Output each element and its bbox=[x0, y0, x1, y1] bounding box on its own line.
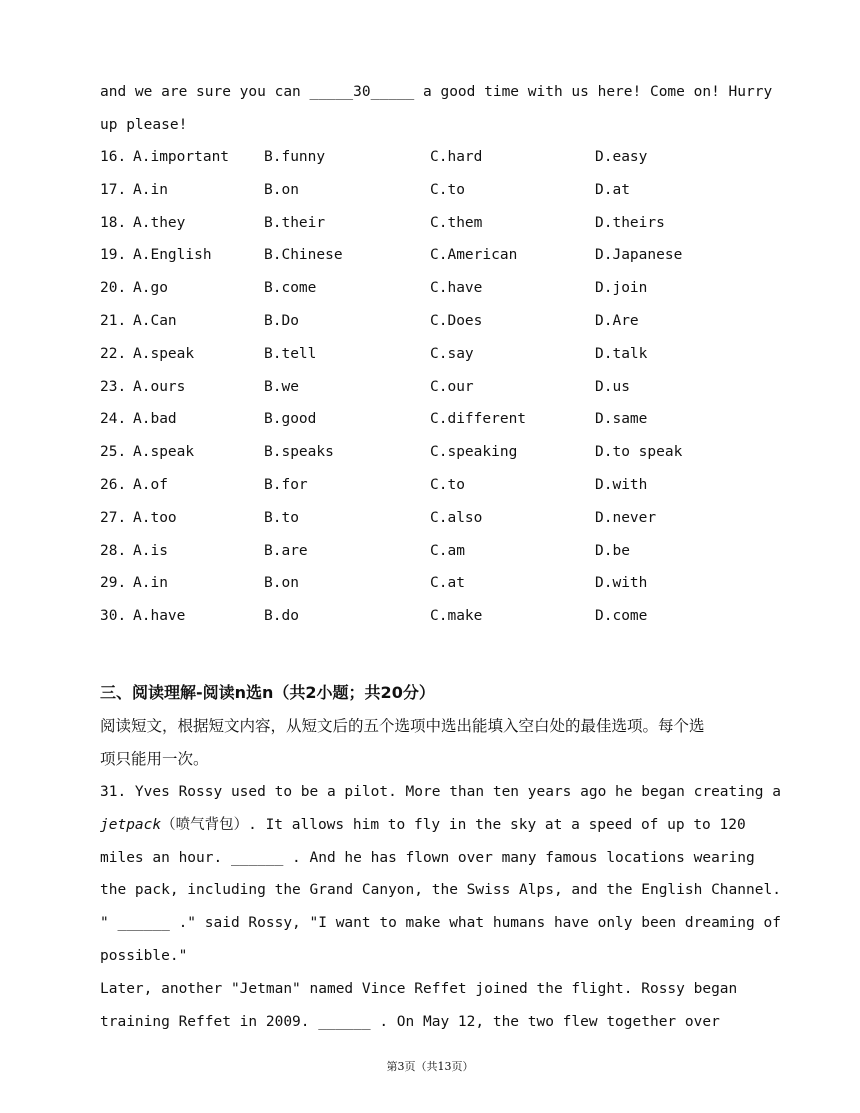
option-d: D.to speak bbox=[595, 444, 683, 461]
option-b: B.Chinese bbox=[264, 247, 343, 264]
option-b: B.tell bbox=[264, 345, 317, 362]
passage-line-5: " ______ ." said Rossy, "I want to make what humans have only been dreaming of bbox=[100, 915, 781, 931]
question-row bbox=[100, 147, 760, 167]
option-a: A.important bbox=[133, 149, 230, 165]
page-footer: 第3页（共13页） bbox=[386, 1060, 474, 1073]
question-row bbox=[100, 573, 760, 593]
question-row bbox=[100, 606, 760, 626]
option-a: A.Can bbox=[133, 313, 177, 329]
option-d: D.easy bbox=[595, 149, 648, 165]
instruction-line-2: 项只能用一次。 bbox=[100, 750, 209, 768]
option-b: B.on bbox=[264, 575, 299, 592]
question-row bbox=[100, 442, 760, 462]
question-number: 23. bbox=[100, 378, 127, 395]
passage-line-8: training Reffet in 2009. ______ . On May 12, the two flew together over bbox=[100, 1014, 720, 1030]
question-number: 18. bbox=[100, 214, 127, 231]
option-d: D.same bbox=[595, 411, 648, 428]
question-row bbox=[100, 409, 760, 429]
intro-line-2: up please! bbox=[100, 117, 188, 133]
option-c: C.our bbox=[430, 378, 474, 395]
question-row bbox=[100, 180, 760, 200]
question-row bbox=[100, 278, 760, 298]
question-row bbox=[100, 344, 760, 364]
jetpack-term: jetpack bbox=[100, 817, 162, 833]
option-c: C.at bbox=[430, 575, 465, 592]
passage-line-1: 31. Yves Rossy used to be a pilot. More than ten years ago he began creating a bbox=[100, 784, 781, 800]
option-b: B.are bbox=[264, 542, 308, 559]
option-d: D.Japanese bbox=[595, 247, 683, 264]
option-b: B.good bbox=[264, 411, 317, 428]
passage-line-3: miles an hour. ______ . And he has flown over many famous locations wearing bbox=[100, 850, 755, 866]
option-a: A.too bbox=[133, 509, 177, 526]
instruction-line-1: 阅读短文，根据短文内容，从短文后的五个选项中选出能填入空白处的最佳选项。每个选 bbox=[100, 717, 705, 735]
passage-line-2-rest: （喷气背包）. It allows him to fly in the sky at a speed of up to 120 bbox=[161, 817, 746, 833]
question-row bbox=[100, 475, 760, 495]
option-a: A.of bbox=[133, 477, 168, 493]
option-c: C.hard bbox=[430, 149, 483, 165]
option-b: B.speaks bbox=[264, 444, 334, 461]
question-row bbox=[100, 377, 760, 397]
option-c: C.American bbox=[430, 247, 518, 264]
option-a: A.in bbox=[133, 575, 168, 592]
option-d: D.at bbox=[595, 181, 630, 198]
question-number: 27. bbox=[100, 509, 127, 526]
question-number: 30. bbox=[100, 608, 127, 625]
passage-line-6: possible." bbox=[100, 948, 188, 964]
question-number: 17. bbox=[100, 181, 127, 198]
option-d: D.Are bbox=[595, 313, 639, 329]
option-c: C.speaking bbox=[430, 444, 518, 461]
option-a: A.speak bbox=[133, 444, 195, 461]
option-a: A.English bbox=[133, 247, 212, 264]
option-c: C.them bbox=[430, 214, 483, 231]
question-number: 16. bbox=[100, 149, 127, 165]
option-c: C.also bbox=[430, 509, 483, 526]
section-title: 三、阅读理解-阅读n选n（共2小题；共20分） bbox=[100, 683, 435, 702]
option-b: B.on bbox=[264, 181, 299, 198]
option-a: A.speak bbox=[133, 345, 195, 362]
question-row bbox=[100, 311, 760, 331]
option-d: D.with bbox=[595, 477, 648, 493]
option-b: B.Do bbox=[264, 313, 299, 329]
option-c: C.to bbox=[430, 477, 465, 493]
option-d: D.come bbox=[595, 608, 648, 625]
option-d: D.join bbox=[595, 280, 648, 297]
option-c: C.have bbox=[430, 280, 483, 297]
option-d: D.theirs bbox=[595, 214, 665, 231]
question-number: 25. bbox=[100, 444, 127, 461]
option-d: D.be bbox=[595, 542, 630, 559]
option-a: A.ours bbox=[133, 378, 186, 395]
passage-line-4: the pack, including the Grand Canyon, the Swiss Alps, and the English Channel. bbox=[100, 882, 781, 898]
option-c: C.Does bbox=[430, 313, 483, 329]
option-a: A.is bbox=[133, 542, 168, 559]
option-a: A.they bbox=[133, 214, 186, 231]
option-b: B.do bbox=[264, 608, 299, 625]
option-d: D.never bbox=[595, 509, 657, 526]
question-number: 28. bbox=[100, 542, 127, 559]
option-b: B.for bbox=[264, 477, 308, 493]
passage-line-7: Later, another "Jetman" named Vince Reffet joined the flight. Rossy began bbox=[100, 981, 738, 997]
option-d: D.with bbox=[595, 575, 648, 592]
question-row bbox=[100, 213, 760, 233]
question-number: 26. bbox=[100, 477, 127, 493]
option-a: A.go bbox=[133, 280, 168, 297]
question-number: 22. bbox=[100, 345, 127, 362]
option-b: B.come bbox=[264, 280, 317, 297]
question-number: 24. bbox=[100, 411, 127, 428]
passage-line-2 bbox=[100, 815, 746, 835]
option-a: A.have bbox=[133, 608, 186, 625]
option-b: B.to bbox=[264, 509, 299, 526]
question-number: 20. bbox=[100, 280, 127, 297]
intro-line-1: and we are sure you can _____30_____ a good time with us here! Come on! Hurry bbox=[100, 84, 773, 100]
option-c: C.am bbox=[430, 542, 465, 559]
option-c: C.different bbox=[430, 411, 527, 428]
question-row bbox=[100, 245, 760, 265]
option-c: C.make bbox=[430, 608, 483, 625]
question-number: 29. bbox=[100, 575, 127, 592]
option-b: B.their bbox=[264, 214, 326, 231]
question-row bbox=[100, 508, 760, 528]
option-d: D.us bbox=[595, 378, 630, 395]
option-d: D.talk bbox=[595, 345, 648, 362]
option-c: C.say bbox=[430, 345, 474, 362]
question-number: 21. bbox=[100, 313, 127, 329]
option-a: A.bad bbox=[133, 411, 177, 428]
option-b: B.we bbox=[264, 378, 299, 395]
option-c: C.to bbox=[430, 181, 465, 198]
question-number: 19. bbox=[100, 247, 127, 264]
question-row bbox=[100, 541, 760, 561]
option-b: B.funny bbox=[264, 149, 326, 165]
option-a: A.in bbox=[133, 181, 168, 198]
